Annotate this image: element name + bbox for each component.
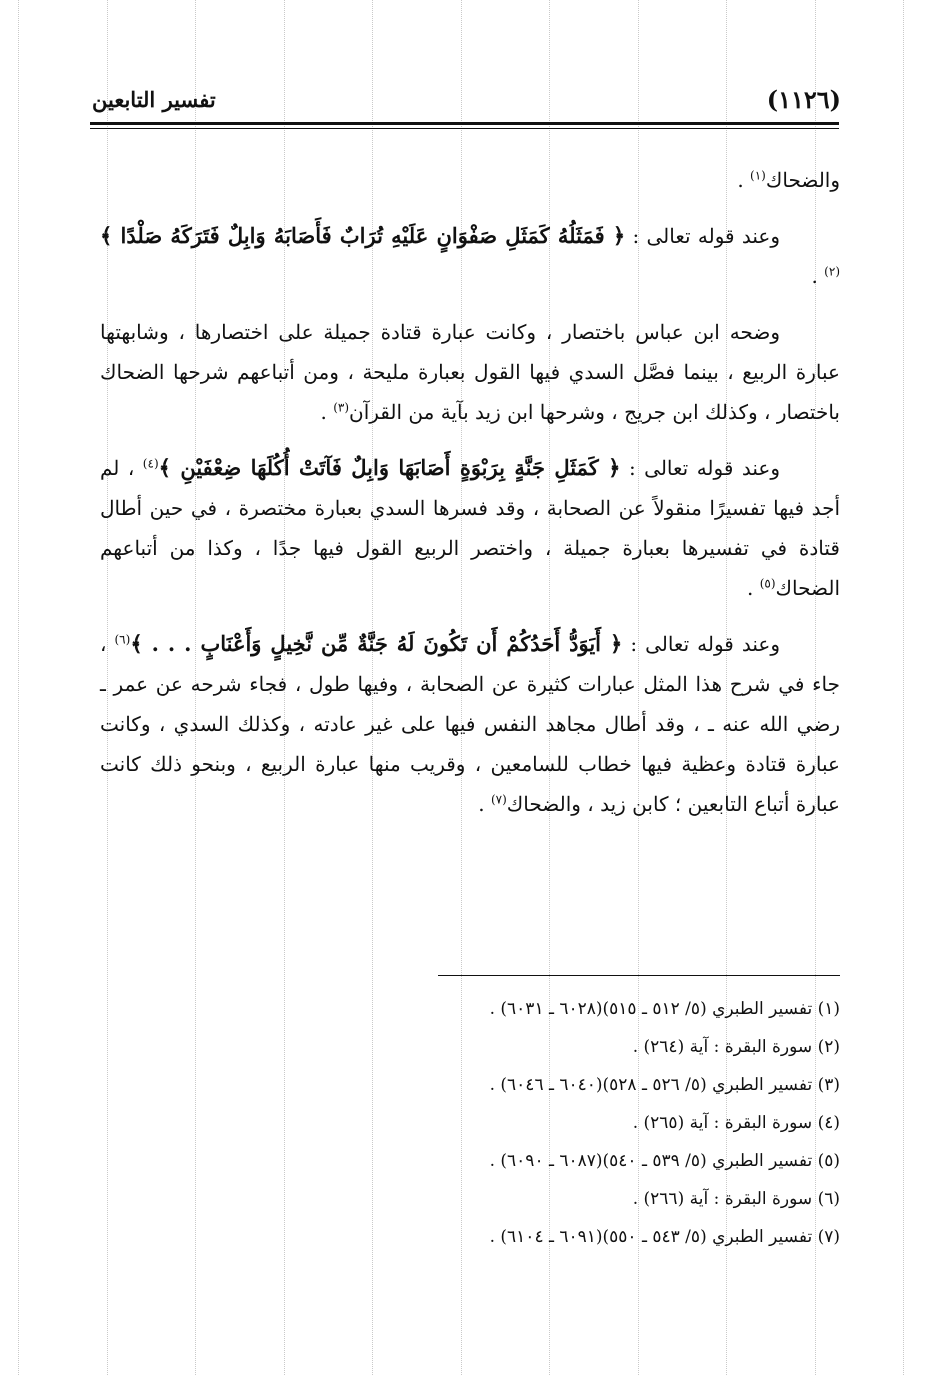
header-rule — [90, 122, 839, 125]
paragraph-5 — [100, 624, 840, 824]
running-header-title: تفسير التابعين — [92, 87, 216, 112]
paragraph-1 — [100, 160, 840, 200]
footnote-6: (٦) سورة البقرة : آية (٢٦٦) . — [632, 1189, 840, 1209]
paragraph-text: . — [320, 400, 334, 424]
paragraph-text: ، جاء في شرح هذا المثل عبارات كثيرة عن الصحابة ، وفيها طول ، فجاء شرحه عن عمر ـ رضي الله عنه ـ ، وقد أطال مجاهد النفس فيها على غير عادته ، وكذلك السدي ، وكانت عبارة قتادة وعظية فيها خطاب للسامعين ، وقريب منها عبارة الربيع ، وبنحو ذلك كانت عبارة أتباع التابعين ؛ كابن زيد ، والضحاك — [100, 632, 840, 816]
footnote-3: (٣) تفسير الطبري (٥/ ٥٢٦ ـ ٥٢٨)(٦٠٤٠ ـ ٦٠٤٦) . — [489, 1075, 840, 1095]
footnotes — [430, 990, 840, 1256]
footnote-separator — [438, 975, 840, 976]
footnote-7: (٧) تفسير الطبري (٥/ ٥٤٣ ـ ٥٥٠)(٦٠٩١ ـ ٦١٠٤) . — [489, 1227, 840, 1247]
paragraph-4 — [100, 448, 840, 608]
footnote-4: (٤) سورة البقرة : آية (٢٦٥) . — [632, 1113, 840, 1133]
margin-guide — [18, 0, 19, 1375]
paragraph-text: . — [811, 264, 825, 288]
footnote-ref: (٣) — [333, 400, 350, 415]
paragraph-2 — [100, 216, 840, 296]
footnote-2: (٢) سورة البقرة : آية (٢٦٤) . — [632, 1037, 840, 1057]
main-text — [100, 160, 840, 840]
margin-guide — [903, 0, 904, 1375]
page-number: (١١٢٦) — [766, 85, 841, 114]
footnote-5: (٥) تفسير الطبري (٥/ ٥٣٩ ـ ٥٤٠)(٦٠٨٧ ـ ٦٠٩٠) . — [489, 1151, 840, 1171]
footnote-ref: (٥) — [759, 576, 776, 591]
paragraph-text: وعند قوله تعالى : — [630, 632, 781, 656]
footnote-ref: (٢) — [824, 264, 840, 279]
paragraph-text: وعند قوله تعالى : — [632, 224, 781, 248]
paragraph-text: والضحاك — [765, 168, 840, 192]
quran-verse: ﴿ كَمَثَلِ جَنَّةٍ بِرَبْوَةٍ أَصَابَهَا وَابِلٌ فَآتَتْ أُكُلَهَا ضِعْفَيْنِ ﴾ — [158, 455, 621, 480]
quran-verse: ﴿ فَمَثَلُهُ كَمَثَلِ صَفْوَانٍ عَلَيْهِ تُرَابٌ فَأَصَابَهُ وَابِلٌ فَتَرَكَهُ صَلْدًا ﴾ — [100, 223, 626, 248]
paragraph-text: . — [737, 168, 751, 192]
paragraph-text: . — [478, 792, 491, 816]
paragraph-text: وضحه ابن عباس باختصار ، وكانت عبارة قتادة جميلة على اختصارها ، وشابهتها عبارة الربيع ، بينما فصَّل السدي فيها القول بعبارة مليحة ، ومن أتباعهم شرحها الضحاك باختصار ، وكذلك ابن جريج ، وشرحها ابن زيد بآية من القرآن — [100, 320, 840, 424]
footnote-ref: (٤) — [142, 456, 159, 471]
footnote-ref: (٧) — [490, 792, 507, 807]
footnote-ref: (١) — [750, 168, 766, 183]
paragraph-3 — [100, 312, 840, 432]
paragraph-text: وعند قوله تعالى : — [628, 456, 780, 480]
header-rule-thin — [90, 128, 839, 129]
paragraph-text: ، لم أجد فيها تفسيرًا منقولاً عن الصحابة ، وقد فسرها السدي بعبارة مختصرة ، في حين أطال قتادة في تفسيرها بعبارة جميلة ، واختصر الربيع القول فيها جدًا ، وكذا من أتباعهم الضحاك — [100, 456, 840, 600]
footnote-1: (١) تفسير الطبري (٥/ ٥١٢ ـ ٥١٥)(٦٠٢٨ ـ ٦٠٣١) . — [489, 999, 840, 1019]
paragraph-text: . — [746, 576, 760, 600]
footnote-ref: (٦) — [114, 632, 131, 647]
quran-verse: ﴿ أَيَوَدُّ أَحَدُكُمْ أَن تَكُونَ لَهُ جَنَّةٌ مِّن نَّخِيلٍ وَأَعْنَابٍ . . . ﴾ — [130, 631, 623, 656]
